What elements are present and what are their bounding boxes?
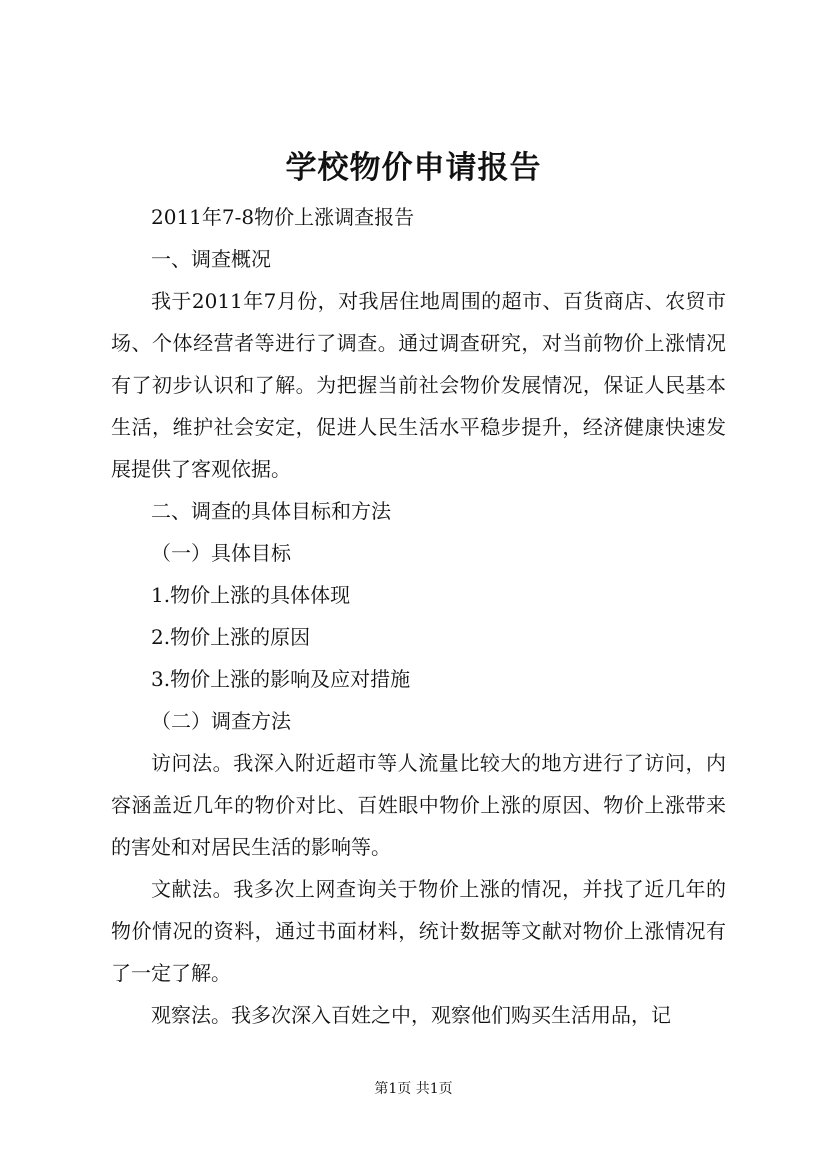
report-subtitle: 2011年7-8物价上涨调查报告 bbox=[151, 205, 415, 229]
paragraph-interview-method: 访问法。我深入附近超市等人流量比较大的地方进行了访问，内容涵盖近几年的物价对比、百姓眼中物价上涨的原因、物价上涨带来的害处和对居民生活的影响等。 bbox=[111, 751, 726, 859]
section-heading-overview: 一、调查概况 bbox=[151, 247, 271, 271]
goal-item-2: 2.物价上涨的原因 bbox=[151, 625, 311, 649]
paragraph-literature-method: 文献法。我多次上网查询关于物价上涨的情况，并找了近几年的物价情况的资料，通过书面材料，统计数据等文献对物价上涨情况有了一定了解。 bbox=[111, 877, 726, 985]
paragraph-observation-method: 观察法。我多次深入百姓之中，观察他们购买生活用品，记 bbox=[151, 1003, 671, 1027]
goal-item-3: 3.物价上涨的影响及应对措施 bbox=[151, 667, 411, 691]
document-body bbox=[111, 196, 726, 1036]
subheading-specific-goals: （一）具体目标 bbox=[151, 541, 291, 565]
document-title: 学校物价申请报告 bbox=[285, 150, 542, 186]
subheading-survey-methods: （二）调查方法 bbox=[151, 709, 291, 733]
goal-item-1: 1.物价上涨的具体体现 bbox=[151, 583, 351, 607]
paragraph-overview: 我于2011年7月份，对我居住地周围的超市、百货商店、农贸市场、个体经营者等进行了调查。通过调查研究，对当前物价上涨情况有了初步认识和了解。为把握当前社会物价发展情况，保证人民基本生活，维护社会安定，促进人民生活水平稳步提升，经济健康快速发展提供了客观依据。 bbox=[111, 289, 726, 481]
page-footer: 第1页 共1页 bbox=[374, 1081, 453, 1097]
section-heading-goals-methods: 二、调查的具体目标和方法 bbox=[151, 499, 391, 523]
